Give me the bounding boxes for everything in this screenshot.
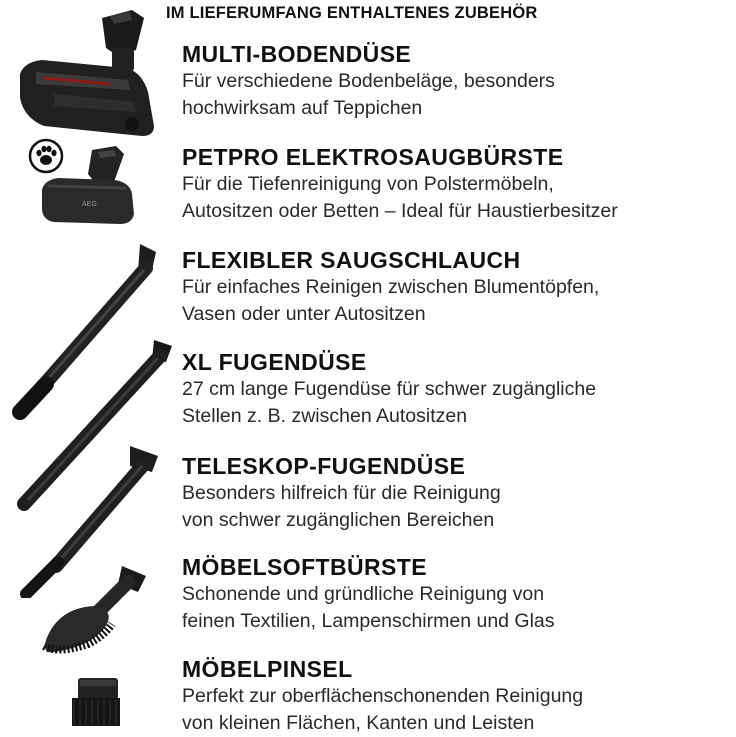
pet-brush-icon [38, 144, 138, 228]
furniture-brush-icon [68, 676, 124, 728]
accessory-petpro-brush [182, 143, 736, 225]
page-title: IM LIEFERUMFANG ENTHALTENES ZUBEHÖR [166, 4, 538, 22]
accessory-title: TELESKOP-FUGENDÜSE [182, 453, 466, 479]
accessory-title: MÖBELPINSEL [182, 656, 353, 682]
accessory-xl-crevice-nozzle [182, 348, 736, 430]
accessory-title: MÖBELSOFTBÜRSTE [182, 554, 427, 580]
accessory-description-line: Autositzen oder Betten – Ideal für Haustierbesitzer [182, 200, 618, 222]
accessory-flexible-hose [182, 246, 736, 328]
accessory-furniture-brush [182, 655, 736, 737]
accessory-description-line: feinen Textilien, Lampenschirmen und Glas [182, 610, 555, 632]
accessory-description-line: Für verschiedene Bodenbeläge, besonders [182, 70, 555, 92]
accessory-description-line: Für einfaches Reinigen zwischen Blumentöpfen, [182, 276, 600, 298]
accessory-description-line: Besonders hilfreich für die Reinigung [182, 482, 501, 504]
brand-label: AEG [82, 201, 97, 208]
floor-nozzle-icon [14, 8, 159, 140]
accessory-title: PETPRO ELEKTROSAUGBÜRSTE [182, 144, 564, 170]
accessory-description-line: 27 cm lange Fugendüse für schwer zugängliche [182, 378, 597, 400]
accessory-description-line: von schwer zugänglichen Bereichen [182, 509, 495, 531]
accessory-description-line: hochwirksam auf Teppichen [182, 97, 423, 119]
accessory-title: XL FUGENDÜSE [182, 349, 367, 375]
accessory-description-line: von kleinen Flächen, Kanten und Leisten [182, 712, 535, 734]
accessory-telescopic-crevice-nozzle [182, 452, 736, 534]
accessory-description-line: Perfekt zur oberflächenschonenden Reinigung [182, 685, 584, 707]
accessory-soft-furniture-brush [182, 553, 736, 635]
accessory-description-line: Stellen z. B. zwischen Autositzen [182, 405, 468, 427]
accessory-description-line: Vasen oder unter Autositzen [182, 303, 426, 325]
accessory-title: FLEXIBLER SAUGSCHLAUCH [182, 247, 521, 273]
soft-furniture-brush-icon [38, 562, 150, 658]
accessory-title: MULTI-BODENDÜSE [182, 41, 412, 67]
accessory-description-line: Schonende und gründliche Reinigung von [182, 583, 545, 605]
accessory-description-line: Für die Tiefenreinigung von Polstermöbeln, [182, 173, 554, 195]
accessory-multi-floor-nozzle [182, 40, 736, 122]
